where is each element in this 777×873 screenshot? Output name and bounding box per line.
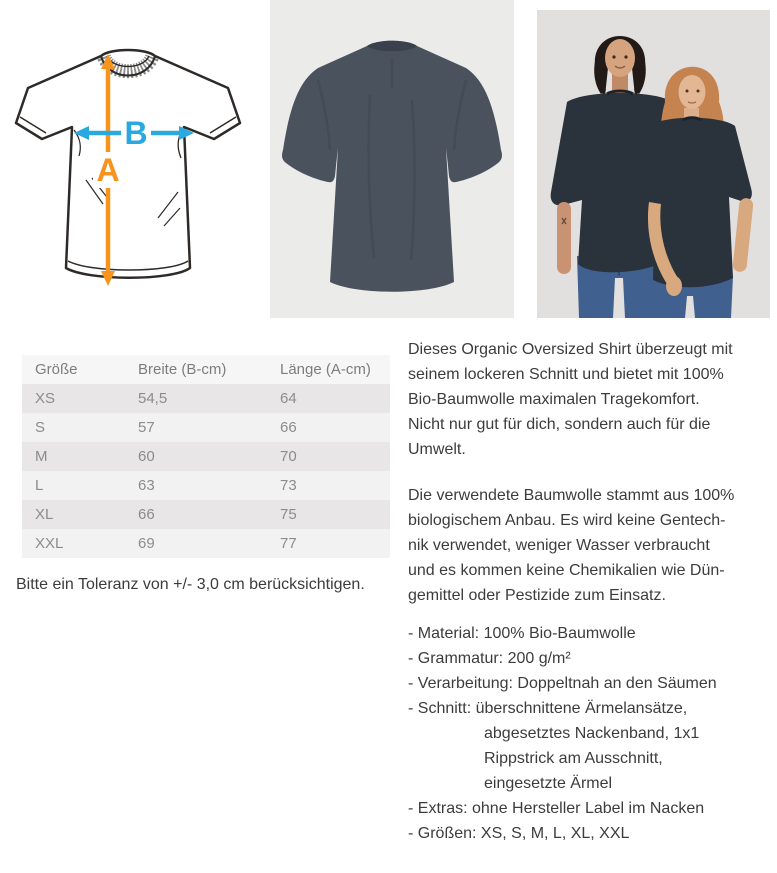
table-row [22,529,390,558]
table-cell: 63 [138,477,155,494]
table-cell: 57 [138,419,155,436]
table-row [22,500,390,529]
paragraph-line: Dieses Organic Oversized Shirt überzeugt mit [408,341,733,358]
table-cell: 69 [138,535,155,552]
tshirt-outline [16,50,240,278]
table-cell: 66 [280,419,297,436]
table-cell: 66 [138,506,155,523]
table-header-row [22,355,390,384]
description-details [408,621,777,846]
table-row [22,384,390,413]
table-cell: XXL [35,535,64,552]
table-cell: M [35,448,48,465]
table-row [22,442,390,471]
size-diagram-image[interactable] [8,30,252,304]
detail-line: Rippstrick am Ausschnitt, [484,750,663,767]
paragraph-line: Umwelt. [408,441,466,458]
product-photo[interactable] [270,0,514,318]
detail-line: - Schnitt: überschnittene Ärmelansätze, [408,700,688,717]
table-cell: S [35,419,46,436]
description-paragraph [408,337,777,462]
table-header-cell: Breite (B-cm) [138,361,227,378]
detail-line: - Größen: XS, S, M, L, XL, XXL [408,825,630,842]
product-photo-graphic [270,0,514,318]
paragraph-line: nik verwendet, weniger Wasser verbraucht [408,537,710,554]
table-row [22,413,390,442]
detail-line: - Grammatur: 200 g/m² [408,650,571,667]
paragraph-line: Die verwendete Baumwolle stammt aus 100% [408,487,735,504]
paragraph-line: Bio-Baumwolle maximalen Tragekomfort. [408,391,700,408]
table-cell: 77 [280,535,297,552]
paragraph-line: gemittel oder Pestizide zum Einsatz. [408,587,666,604]
detail-line: abgesetztes Nackenband, 1x1 [484,725,700,742]
table-header-cell: Größe [35,361,78,378]
table-header-cell: Länge (A-cm) [280,361,371,378]
table-cell: 73 [280,477,297,494]
size-table [22,355,390,558]
paragraph-line: und es kommen keine Chemikalien wie Dün- [408,562,725,579]
paragraph-line: Nicht nur gut für dich, sondern auch für die [408,416,711,433]
tolerance-note: Bitte ein Toleranz von +/- 3,0 cm berücksichtigen. [16,576,365,593]
table-row [22,471,390,500]
table-cell: 75 [280,506,297,523]
table-cell: 64 [280,390,297,407]
table-cell: XS [35,390,56,407]
table-cell: XL [35,506,54,523]
detail-line: eingesetzte Ärmel [484,775,613,792]
label-a: A [96,152,120,188]
table-cell: 54,5 [138,390,168,407]
table-cell: 60 [138,448,155,465]
models-photo-graphic [537,10,770,318]
table-cell: 70 [280,448,297,465]
description-paragraphs [408,337,777,608]
detail-line: - Extras: ohne Hersteller Label im Nacken [408,800,705,817]
product-description [408,337,777,846]
table-cell: L [35,477,44,494]
description-paragraph [408,483,777,608]
detail-line: - Material: 100% Bio-Baumwolle [408,625,636,642]
size-diagram-graphic [8,30,252,304]
size-table-body [22,384,390,558]
paragraph-line: seinem lockeren Schnitt und bietet mit 100% [408,366,724,383]
paragraph-line: biologischem Anbau. Es wird keine Gentech- [408,512,726,529]
label-b: B [124,115,148,151]
models-photo[interactable] [537,10,770,318]
detail-line: - Verarbeitung: Doppeltnah an den Säumen [408,675,717,692]
